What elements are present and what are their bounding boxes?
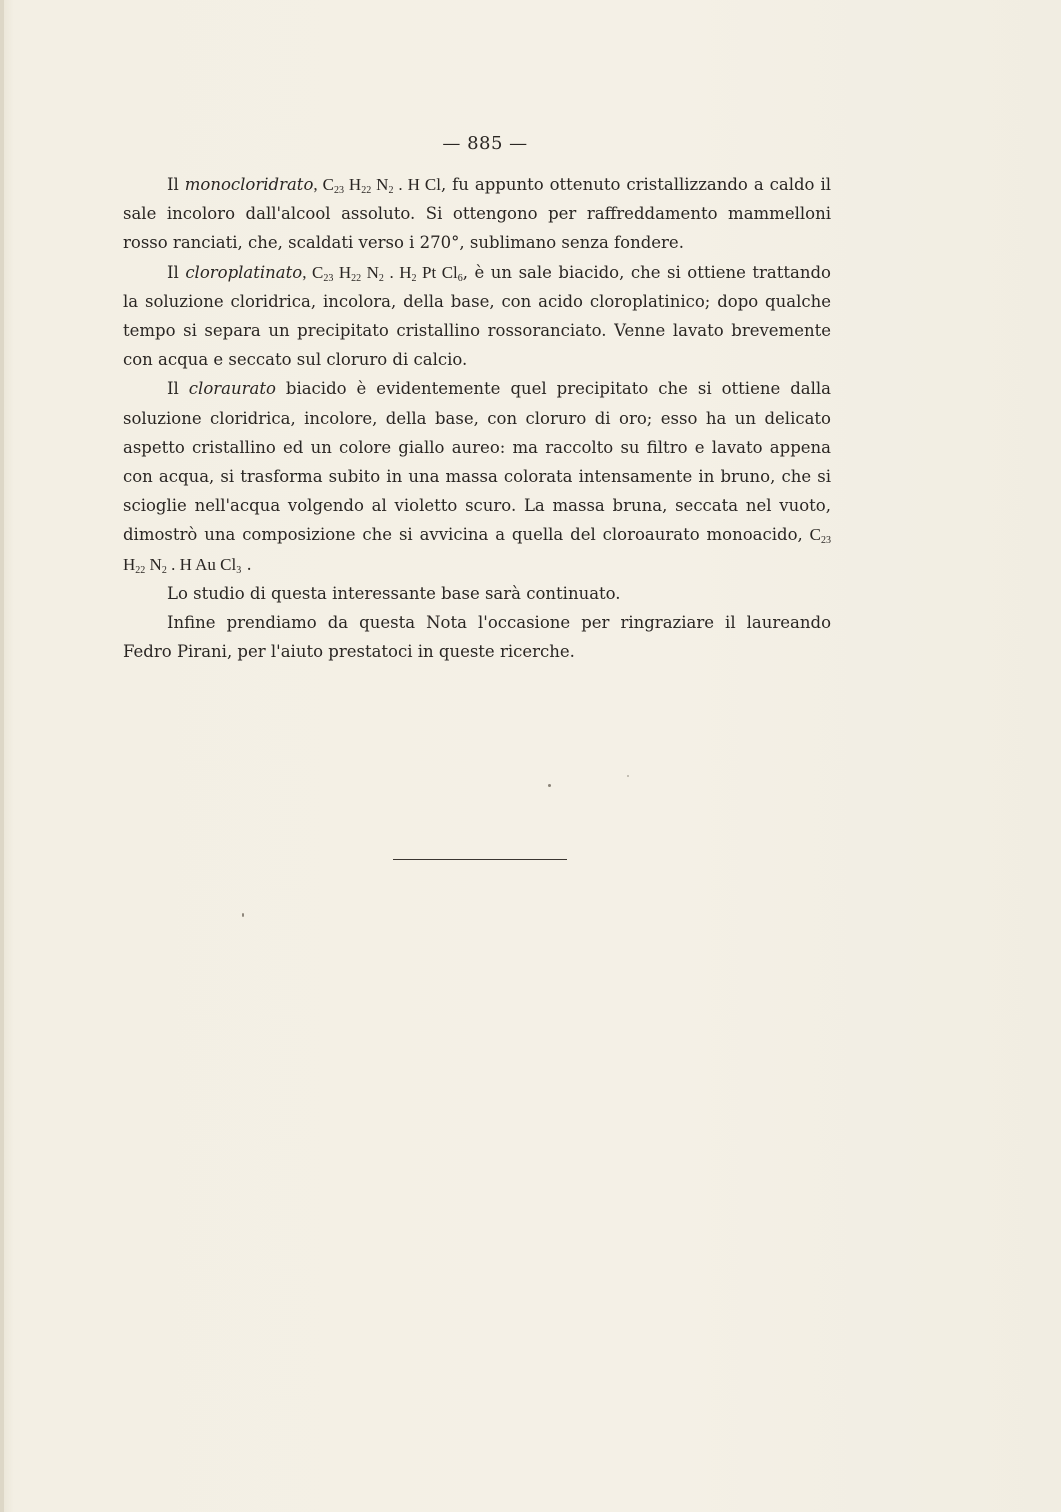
paragraph-text: Il <box>167 262 186 282</box>
paper-speck <box>242 913 244 917</box>
paragraph-text: , è un sale biacido, che si ottiene trattando la soluzione cloridrica, incolora, della base, con acido cloroplatinico; dopo qualche tempo si separa un precipitato cristallino rossoranciato. Venne lavato brevemente con acqua e seccato sul cloruro di calcio. <box>123 262 831 370</box>
paragraph-cloraurato <box>123 374 831 578</box>
page-edge <box>0 0 4 1512</box>
paragraph-cloroplatinato <box>123 258 831 375</box>
end-rule <box>393 859 567 860</box>
paragraph-monocloridrato <box>123 170 831 258</box>
paper-speck <box>548 784 551 787</box>
chemical-formula: , $C_{23}$ $H_{22}$ $N_2$ . $H_2$ Pt $Cl_6$ <box>302 262 463 284</box>
paragraph-text: , fu appunto ottenuto cristallizzando a caldo il sale incoloro dall'alcool assoluto. Si ottengono per raffreddamento mammelloni rosso ranciati, che, scaldati verso i 270°, sublimano senza fondere. <box>123 175 832 253</box>
paragraph-text: biacido è evidentemente quel precipitato che si ottiene dalla soluzione cloridrica, incolore, della base, con cloruro di oro; esso ha un delicato aspetto cristallino ed un colore giallo aureo: ma raccolto su filtro e lavato appena con acqua, si trasforma subito in una massa colorata intensamente in bruno, che si scioglie nell'acqua volgendo al violetto scuro. La massa bruna, seccata nel vuoto, dimostrò una composizione che si avvicina a quella del cloroaurato monoacido, <box>123 379 832 545</box>
paragraph-text: Infine prendiamo da questa Nota l'occasione per ringraziare il laureando Fedro Pirani, per l'aiuto prestatoci in queste ricerche. <box>123 613 831 662</box>
italic-term: cloraurato <box>188 379 276 399</box>
chemical-formula: , $C_{23}$ $H_{22}$ $N_2$ . H Cl <box>313 175 441 196</box>
chemical-formula: $C_{23}$ $H_{22}$ $N_2$ . H Au $Cl_3$ <box>123 525 831 576</box>
italic-term: monocloridrato <box>184 175 314 194</box>
paragraph-acknowledgement <box>123 608 831 666</box>
italic-term: cloroplatinato <box>185 262 303 282</box>
paragraph-text: Il <box>167 175 185 194</box>
paragraph-text: . <box>241 554 252 574</box>
text-block <box>123 170 831 666</box>
paragraph-text: Lo studio di questa interessante base sarà continuato. <box>167 583 621 603</box>
page-number: — 885 — <box>442 133 528 154</box>
paragraph-text: Il <box>167 379 189 399</box>
paper-speck <box>627 775 629 777</box>
paragraph-continuation <box>123 579 831 608</box>
